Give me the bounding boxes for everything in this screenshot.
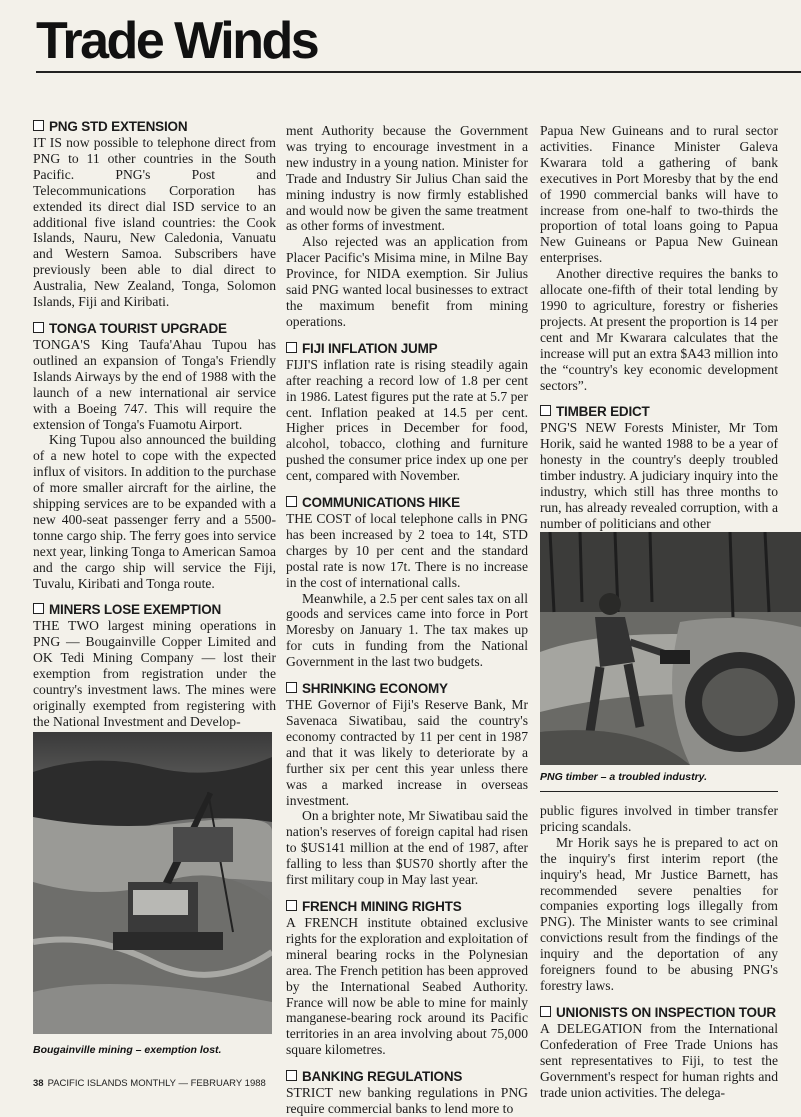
- timber-photo-image: [540, 532, 801, 765]
- headline-french-mining: FRENCH MINING RIGHTS: [286, 898, 528, 915]
- article-text: public figures involved in timber transfer pricing scandals.: [540, 803, 778, 834]
- article-text: ment Authority because the Government was trying to encourage investment in a new industry in a young nation. Minister for Trade and Industry Sir Julius Chan said the mining industry is now firmly established and would now be given the same treatment as other forms of investment.: [286, 123, 528, 234]
- footer-text: PACIFIC ISLANDS MONTHLY — FEBRUARY 1988: [47, 1078, 266, 1089]
- timber-photo: [540, 532, 801, 765]
- masthead-rule: [36, 71, 801, 73]
- article-text: THE Governor of Fiji's Reserve Bank, Mr Savenaca Siwatibau, said the country's economy contracted by 11 per cent in 1987 and that it was likely to deteriorate by a further six per cent this year unless there was a marked increase in overseas investment.: [286, 697, 528, 808]
- article-text: A FRENCH institute obtained exclusive rights for the exploration and exploitation of mineral bearing rocks in the Polynesian area. The French petition has been approved by the International Seabed Authority. France will now be able to mine for mainly manganese-bearing rock around its Pacific territories in an area involving about 75,000 square kilometres.: [286, 914, 528, 1058]
- article-text: TONGA'S King Taufa'Ahau Tupou has outlined an expansion of Tonga's Friendly Islands Airways by the end of 1988 with the launch of a new international air service with a Boeing 747. This will require the extension of Tonga's Fuamotu Airport.: [33, 336, 276, 432]
- article-text: A DELEGATION from the International Confederation of Free Trade Unions has sent representatives to Fiji, to test the Government's respect for human rights and trade union activities. The delega-: [540, 1020, 778, 1100]
- bullet-box-icon: [286, 682, 297, 693]
- headline-fiji-inflation: FIJI INFLATION JUMP: [286, 340, 528, 357]
- mining-photo: [33, 732, 272, 1034]
- article-text: King Tupou also announced the building of a new hotel to cope with the expected influx of visitors. In addition to the purchase of more smaller aircraft for the airline, the shipping services are to be expanded with a new 400-seat passenger ferry and a 5500-tonne cargo ship. The ferry goes into service next year, linking Tonga to American Samoa and the cargo ship will service the Fiji, Tuvalu, Kiribati and Tonga route.: [33, 432, 276, 591]
- bullet-box-icon: [33, 120, 44, 131]
- bullet-box-icon: [33, 322, 44, 333]
- headline-banking: BANKING REGULATIONS: [286, 1068, 528, 1085]
- article-text: Papua New Guineans and to rural sector activities. Finance Minister Galeva Kwarara told a gathering of bank executives in Port Moresby that by the end of 1990 commercial banks will have to increase from one-half to two-thirds the proportion of total loans going to Papua New Guineans or Papua New Guinean enterprises.: [540, 123, 778, 266]
- article-text: STRICT new banking regulations in PNG require commercial banks to lend more to: [286, 1085, 528, 1117]
- column-2: [286, 123, 528, 1117]
- headline-tonga: TONGA TOURIST UPGRADE: [33, 320, 276, 337]
- column-1: [33, 118, 276, 730]
- article-text: FIJI'S inflation rate is rising steadily again after reaching a record low of 1.8 per cent in 1986. Latest figures put the rate at 5.7 per cent. Inflation peaked at 14.5 per cent. Higher prices in December for food, alcohol, tobacco, clothing and furniture pushed the consumer price index up one per cent, compared with November.: [286, 356, 528, 484]
- bullet-box-icon: [33, 603, 44, 614]
- article-text: Mr Horik says he is prepared to act on the inquiry's first interim report (the inquiry's head, Mr Justice Barnett, has recommended severe penalties for companies exporting logs illegally from PNG). The Minister wants to see criminal convictions result from the findings of the inquiry and the deportation of any foreigners found to be abusing PNG's forestry laws.: [540, 834, 778, 993]
- bullet-box-icon: [540, 405, 551, 416]
- column-3-bottom: [540, 803, 778, 1100]
- headline-miners: MINERS LOSE EXEMPTION: [33, 601, 276, 618]
- caption-rule: [540, 791, 778, 792]
- column-3-top: [540, 123, 778, 532]
- headline-unionists: UNIONISTS ON INSPECTION TOUR: [540, 1004, 778, 1021]
- bullet-box-icon: [286, 342, 297, 353]
- headline-png-std: PNG STD EXTENSION: [33, 118, 276, 135]
- article-text: THE COST of local telephone calls in PNG has been increased by 2 toea to 14t, STD charges by 10 per cent and the standard postal rate is now 17t. There is no increase in the cost of international calls.: [286, 511, 528, 590]
- masthead-title: Trade Winds: [36, 12, 318, 70]
- headline-shrinking-economy: SHRINKING ECONOMY: [286, 680, 528, 697]
- bullet-box-icon: [286, 1070, 297, 1081]
- mining-photo-image: [33, 732, 272, 1034]
- article-text: Meanwhile, a 2.5 per cent sales tax on all goods and services came into force in Port Moresby on January 1. The tax makes up for cuts in funding from the National Government in the last two budgets.: [286, 590, 528, 670]
- mining-caption: Bougainville mining – exemption lost.: [33, 1044, 222, 1056]
- article-text: IT IS now possible to telephone direct from PNG to 11 other countries in the South Pacific. PNG's Post and Telecommunications Corporation has extended its direct dial ISD service to an additional five island countries: the Cook Islands, Nauru, New Caledonia, Vanuatu and Western Samoa. Subscribers have previously been able to dial direct to Australia, New Zealand, Tonga, Solomon Islands, Fiji and Kiribati.: [33, 135, 276, 310]
- bullet-box-icon: [540, 1006, 551, 1017]
- headline-communications: COMMUNICATIONS HIKE: [286, 494, 528, 511]
- article-text: PNG'S NEW Forests Minister, Mr Tom Horik, said he wanted 1988 to be a year of honesty in the country's deeply troubled timber industry. A judiciary inquiry into the industry, which still has three months to run, has already revealed corruption, with a number of politicians and other: [540, 420, 778, 531]
- page-footer: [33, 1078, 266, 1089]
- article-text: Also rejected was an application from Placer Pacific's Misima mine, in Milne Bay Province, for NIDA exemption. Sir Julius said PNG wanted local businesses to extract the maximum benefit from mining operations.: [286, 234, 528, 329]
- headline-timber: TIMBER EDICT: [540, 403, 778, 420]
- article-text: On a brighter note, Mr Siwatibau said the nation's reserves of foreign capital had risen to $US141 million at the end of 1987, after falling to less than $US70 shortly after the first military coup in May last year.: [286, 808, 528, 888]
- article-text: Another directive requires the banks to allocate one-fifth of their total lending by 1990 to agriculture, forestry or fisheries projects. At present the proportion is 14 per cent and Mr Kwarara calculates that the increase will put an extra $A43 million into the “country's key economic development sectors”.: [540, 266, 778, 393]
- page-number: 38: [33, 1078, 44, 1089]
- bullet-box-icon: [286, 496, 297, 507]
- article-text: THE TWO largest mining operations in PNG — Bougainville Copper Limited and OK Tedi Mining Company — lost their exemption from registration under the country's investment laws. The mines were originally exempted from registering with the National Investment and Develop-: [33, 618, 276, 729]
- timber-caption: PNG timber – a troubled industry.: [540, 771, 708, 783]
- bullet-box-icon: [286, 900, 297, 911]
